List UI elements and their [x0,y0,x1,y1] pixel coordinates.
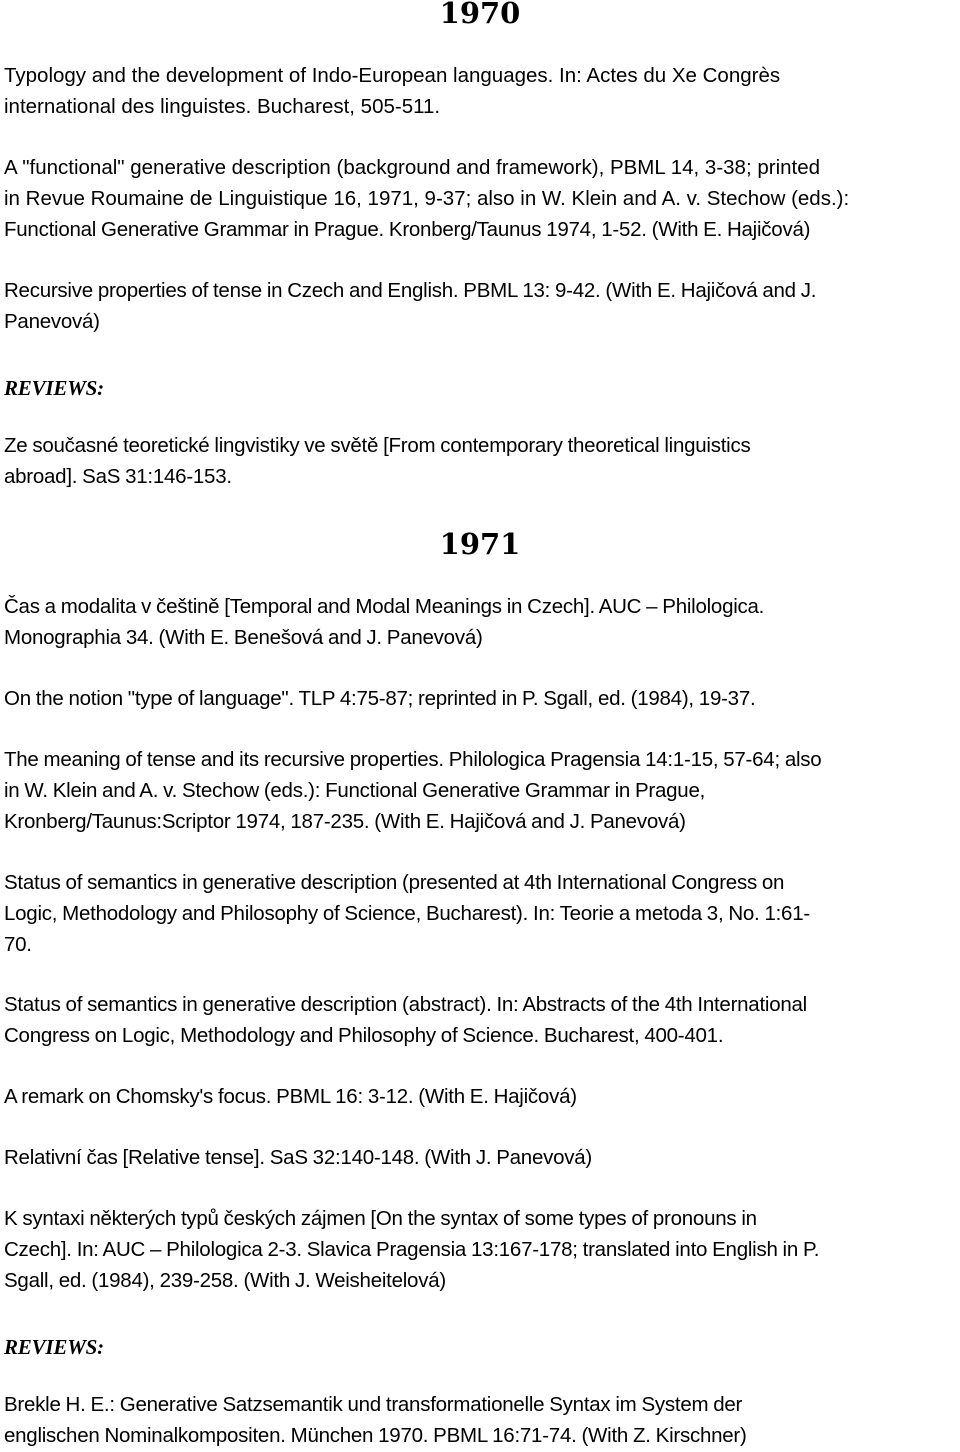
bibliography-entry: Status of semantics in generative description (abstract). In: Abstracts of the 4th International Congress on Logic, Methodology and Philosophy of Science. Bucharest, 400-401. [4,993,807,1047]
bibliography-entry: K syntaxi některých typů českých zájmen [On the syntax of some types of pronouns in Czech]. In: AUC – Philologica 2-3. Slavica Pragensia 13:167-178; translated into English in P. Sgall, ed. (1984), 239-258. (With J. Weisheitelová) [4,1207,820,1292]
bibliography-entry: On the notion "type of language". TLP 4:75-87; reprinted in P. Sgall, ed. (1984), 19-37. [4,687,756,710]
reviews-heading: REVIEWS: [4,1335,104,1359]
bibliography-entry: The meaning of tense and its recursive properties. Philologica Pragensia 14:1-15, 57-64; also in W. Klein and A. v. Stechow (eds.): Functional Generative Grammar in Prague, Kronberg/Taunus:Scriptor 1974, 187-235. (With E. Hajičová and J. Panevová) [4,748,822,833]
review-entry: Brekle H. E.: Generative Satzsemantik und transformationelle Syntax im System der englischen Nominalkompositen. München 1970. PBML 16:71-74. (With Z. Kirschner) [4,1393,747,1447]
bibliography-entry: Status of semantics in generative description (presented at 4th International Congress on Logic, Methodology and Philosophy of Science, Bucharest). In: Teorie a metoda 3, No. 1:61- 70. [4,871,810,956]
year-heading-1970: 1970 [439,0,521,30]
review-entry: Ze současné teoretické lingvistiky ve světě [From contemporary theoretical linguistics abroad]. SaS 31:146-153. [4,434,751,488]
bibliography-entry: Čas a modalita v češtině [Temporal and Modal Meanings in Czech]. AUC – Philologica. Monographia 34. (With E. Benešová and J. Panevová) [4,595,765,649]
bibliography-entry: Typology and the development of Indo-European languages. In: Actes du Xe Congrès international des linguistes. Bucharest, 505-511. [4,64,781,118]
bibliography-entry: Relativní čas [Relative tense]. SaS 32:140-148. (With J. Panevová) [4,1146,592,1169]
year-heading-1971: 1971 [439,527,521,561]
bibliography-entry: A "functional" generative description (background and framework), PBML 14, 3-38; printed in Revue Roumaine de Linguistique 16, 1971, 9-37; also in W. Klein and A. v. Stechow (eds.): Functional Generative Grammar in Prague. Kronberg/Taunus 1974, 1-52. (With E. Hajičová) [4,156,850,241]
bibliography-entry: A remark on Chomsky's focus. PBML 16: 3-12. (With E. Hajičová) [4,1085,577,1108]
bibliography-entry: Recursive properties of tense in Czech and English. PBML 13: 9-42. (With E. Hajičová and J. Panevová) [4,279,817,333]
reviews-heading: REVIEWS: [4,376,104,400]
